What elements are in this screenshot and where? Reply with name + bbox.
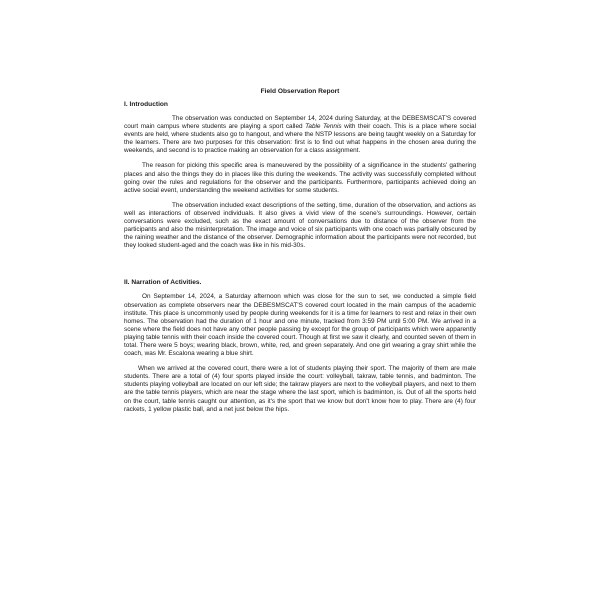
intro-paragraph-2: The reason for picking this specific area is maneuvered by the possibility of a significance in the students' gathering places and also the things they do in places like this during the weekends. The activity was successfully completed without going over the rules and regulations for the observer and the participants. Furthermore, participants achieved doing an active social event, understanding the weekend activities for some students. [124,162,476,194]
intro-paragraph-1 [124,115,476,155]
section-heading-introduction: I. Introduction [124,101,168,108]
section-heading-narration: II. Narration of Activities. [124,279,202,287]
intro-paragraph-1-italic: Table Tennis [305,123,342,131]
intro-paragraph-1-text-b: with their coach. This is a place where social events are held, where students also go to hangout, and where the NSTP lessons are being taught weekly on a Saturday for the learners. There are two purposes for this observation: first is to find out what happens in the chosen area during the weekends, and second is to practice making an observation for a class assignment. [124,123,476,155]
intro-paragraph-1-text-a: The observation was conducted on September 14, 2024 during Saturday, at the DEBESMSCAT'S covered court main campus where students are playing a sport called [124,115,476,131]
section-spacer [124,257,476,279]
intro-paragraph-3: The observation included exact descriptions of the setting, time, duration of the observation, and actions as well as interactions of observed individuals. It also gives a vivid view of the scene's surroundings. However, certain conversations were excluded, such as the exact amount of conversations due to distance of the observer from the participants and also the misinterpretation. The image and voice of six participants with one coach was partially obscured by the raining weather and the distance of the observer. Demographic information about the participants were not recorded, but they looked student-aged and the coach was like in his mid-30s. [124,201,476,250]
narration-paragraph-1: On September 14, 2024, a Saturday afternoon which was close for the sun to set, we conducted a simple field observation as complete observers near the DEBESMSCAT'S covered court located in the main campus of the academic institute. This place is uncommonly used by people during weekends for it is a time for learners to rest and relax in their own homes. The observation had the duration of 1 hour and one minute, tracked from 3:59 PM until 5:00 PM. We arrived in a scene where the field does not have any other people passing by except for the group of participants which were apparently playing table tennis with their coach inside the covered court. Though at first we saw it clearly, and counted seven of them in total. There were 5 boys; wearing black, brown, white, red, and green separately. And one girl wearing a gray shirt while the coach, was Mr. Escalona wearing a blue shirt. [124,293,476,358]
report-title: Field Observation Report [260,88,340,95]
narration-paragraph-2: When we arrived at the covered court, there were a lot of students playing their sport. The majority of them are male students. There are a total of (4) four sports played inside the court: volleyball, takraw, table tennis, and badminton. The students playing volleyball are located on our left side; the takraw players are next to the volleyball players, and next to them are the table tennis players, which are near the stage where the last sport, which is badminton, is. Out of all the sports held on the court, table tennis caught our attention, as it's the sport that we know but don't know how to play. There are (4) four rackets, 1 yellow plastic ball, and a net just below the hips. [124,365,476,413]
